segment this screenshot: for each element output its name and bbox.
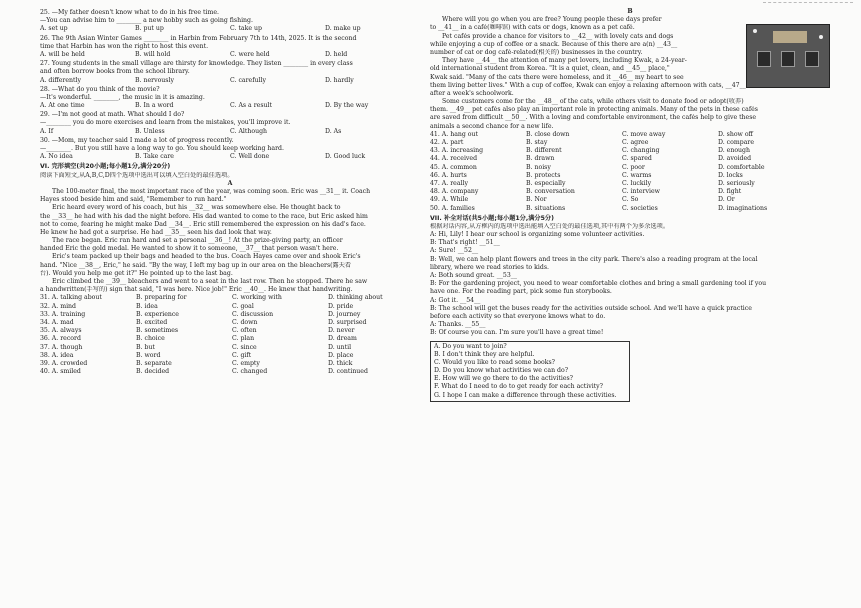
option-cell: B. close down: [526, 130, 570, 138]
option-cell: D. seriously: [718, 179, 755, 187]
choice-item: F. What do I need to do to get ready for each activity?: [434, 383, 603, 391]
option-cell: D. fight: [718, 188, 742, 196]
option-cell: C. often: [232, 327, 257, 335]
section-6-instruction: 阅读下面短文,从A,B,C,D四个选项中选出可以填入空白处的最佳选项。: [40, 171, 234, 179]
question-28: 28. —What do you think of the movie? —It's wonderful. ________, the music in it is amazing. A. At one time B. In a word C. As a result D. By the way: [40, 86, 420, 111]
option-cell: C. warms: [622, 171, 652, 179]
option-cell: 48. A. company: [430, 188, 479, 196]
option-cell: 33. A. training: [40, 310, 86, 318]
option-cell: C. changing: [622, 147, 660, 155]
dialog-line: A: Got it. __54__: [430, 296, 481, 304]
light-icon: [753, 29, 757, 33]
dialog-line: B: For the gardening project, you need to wear comfortable clothes and bring a small gardening tool if you: [430, 280, 767, 288]
option-cell: D. show off: [718, 130, 753, 138]
option-cell: C. luckily: [622, 179, 652, 187]
dialog-line: B: The school will get the buses ready for the activities outside school. And we'll have a quick practice: [430, 304, 752, 312]
option-cell: 49. A. While: [430, 196, 469, 204]
dialog-line: library, where we read stories to kids.: [430, 263, 549, 271]
option-cell: D. until: [328, 343, 352, 351]
left-column: [40, 8, 420, 376]
passage-a: The 100-meter final, the most important race of the year, was coming soon. Eric was __31__ it. Coach Hayes stood beside him and said, "Remember to run hard." Eric heard every word of his coach, but his __32__ was somewhere else. He thought back to the __33__ he had with his dad the night before. His dad wanted to come to the race, but Eric asked him not to come, fearing he might make Dad __34__. Eric still remembered the expression on his dad's face. He knew he had got a surprise. He had __35__ seen his dad look that way. The race began. Eric ran hard and set a personal __36__! At the prize-giving party, an officer handed Eric the gold medal. He wanted to show it to someone, __37__ that person wasn't here. Eric's team packed up their bags and headed to the bus. Coach Hayes came over and shook Eric's hand. "Nice __38__, Eric," he said. "By the way, I left my bag up in our area on the bleachers(露天看 台). Would you help me get it?" He pointed up to the last bag. Eric climbed the __39__ bleachers and went to a seat in the last row. Then he stopped. There he saw a handwritten(手写的) sign that said, "I was here. Nice job!" Eric __40__. He knew that handwriting.: [40, 187, 371, 294]
options-29: A. If B. Unless C. Although D. As: [40, 127, 342, 135]
option-cell: D. never: [328, 327, 355, 335]
section-7-heading: VII. 补全对话(共5小题;每小题1分,满分5分): [430, 214, 554, 222]
option-cell: C. poor: [622, 163, 645, 171]
option-cell: B. word: [136, 351, 161, 359]
dialog-line: A: Hi, Lily! I hear our school is organizing some volunteer activities.: [430, 231, 645, 239]
options-26: A. will be held B. will hold C. were held D. held: [40, 50, 348, 58]
choices-box: [430, 341, 630, 402]
question-26: 26. The 9th Asian Winter Games ________ in Harbin from February 7th to 14th, 2025. It is the second time that Harbin has won the right to host this event. A. will be held B. will hold C. were held D. held: [40, 35, 420, 60]
choice-item: E. How will we go there to do the activities?: [434, 375, 573, 383]
option-cell: 37. A. though: [40, 343, 83, 351]
option-cell: B. stay: [526, 139, 548, 146]
options-27: A. differently B. nervously C. carefully D. hardly: [40, 76, 354, 84]
options-41-50: [430, 131, 830, 213]
options-31-40: [40, 294, 420, 376]
question-29: 29. —I'm not good at math. What should I do? —________ you do more exercises and learn from the mistakes, you'll improve it. A. If B. Unless C. Although D. As: [40, 111, 420, 136]
pet-cafe-photo: [746, 24, 830, 88]
option-cell: D. avoided: [718, 155, 752, 163]
option-cell: D. continued: [328, 368, 368, 376]
option-cell: B. decided: [136, 368, 170, 376]
option-cell: B. protects: [526, 171, 561, 179]
option-cell: D. surprised: [328, 318, 367, 326]
option-cell: 50. A. families: [430, 204, 475, 212]
option-cell: B. sometimes: [136, 327, 179, 335]
top-divider: [763, 2, 853, 3]
cafe-sign-icon: [773, 31, 807, 43]
option-cell: B. conversation: [526, 188, 575, 196]
dialog-line: A: Thanks. __55__: [430, 321, 486, 329]
option-cell: B. separate: [136, 359, 172, 367]
section-7-instruction: 根据对话内容,从方框内的选项中选出能填入空白处的最佳选项,其中有两个为多余选项。: [430, 222, 670, 230]
option-cell: D. Or: [718, 196, 735, 204]
option-cell: C. down: [232, 318, 258, 326]
option-cell: 44. A. received: [430, 155, 478, 163]
choice-item: D. Do you know what activities we can do?: [434, 367, 569, 375]
option-cell: C. goal: [232, 302, 254, 310]
option-cell: C. interview: [622, 188, 660, 196]
option-cell: C. societies: [622, 204, 658, 212]
light-icon: [819, 35, 823, 39]
option-cell: 31. A. talking about: [40, 294, 102, 302]
dialog-line: B: That's right! __51__: [430, 239, 500, 247]
choice-item: C. Would you like to read some books?: [434, 358, 555, 366]
option-cell: C. working with: [232, 294, 282, 302]
window-icon: [781, 51, 795, 67]
option-cell: 32. A. mind: [40, 302, 77, 310]
option-cell: C. since: [232, 343, 257, 351]
option-cell: B. noisy: [526, 163, 551, 171]
option-cell: 46. A. hurts: [430, 171, 467, 179]
window-icon: [805, 51, 819, 67]
option-cell: C. empty: [232, 359, 260, 367]
option-cell: 38. A. idea: [40, 351, 74, 359]
option-cell: B. choice: [136, 335, 165, 343]
right-column: [430, 8, 830, 402]
option-cell: D. imaginations: [718, 204, 768, 212]
option-cell: D. dream: [328, 335, 357, 343]
passage-a-label: A: [227, 179, 233, 187]
section-6-heading: VI. 完形填空(共20小题;每小题1分,满分20分): [40, 163, 171, 171]
option-cell: B. Nor: [526, 196, 547, 204]
dialog: [430, 231, 830, 337]
option-cell: C. move away: [622, 130, 666, 138]
choice-item: A. Do you want to join?: [434, 342, 507, 350]
option-cell: 36. A. record: [40, 335, 81, 343]
option-cell: C. spared: [622, 155, 652, 163]
passage-b: Where will you go when you are free? Young people these days prefer to __41__ in a café(咖啡馆) with cats or dogs, known as a pet café. Pet cafés provide a chance for visitors to __42__ with lovely cats and dogs while enjoying a cup of coffee or a snack. Because of this there are a(n) __43__ number of cat or dog café-related(相关的) businesses in the country. They have __44__ the attention of many pet lovers, including Kwak, a 24-year- old international student from Korea. "It is a quiet, clean, and __45__ place," Kwak said. "Many of the cats there were homeless, and it __46__ my heart to see: [430, 16, 687, 81]
dialog-line: A: Both sound great. __53__: [430, 272, 517, 279]
dialog-line: B: Of course you can. I'm sure you'll have a great time!: [430, 329, 604, 337]
option-cell: B. idea: [136, 302, 158, 310]
option-cell: 42. A. part: [430, 139, 464, 146]
option-cell: D. thick: [328, 359, 353, 367]
option-cell: 43. A. increasing: [430, 147, 484, 155]
question-25: 25. —My father doesn't know what to do in his free time. —You can advise him to ________ a new hobby such as going fishing. A. set up B. put up C. take up D. make up: [40, 9, 420, 34]
passage-b-label: B: [627, 8, 633, 15]
option-cell: D. place: [328, 351, 354, 359]
option-cell: C. discussion: [232, 310, 274, 318]
options-25: A. set up B. put up C. take up D. make up: [40, 25, 361, 33]
option-cell: 34. A. mad: [40, 318, 74, 326]
option-cell: 35. A. always: [40, 327, 82, 335]
option-cell: D. journey: [328, 310, 361, 318]
option-cell: D. compare: [718, 139, 755, 146]
option-cell: D. enough: [718, 147, 750, 155]
option-cell: 47. A. really: [430, 179, 468, 187]
option-cell: B. drawn: [526, 155, 555, 163]
dialog-line: A: Sure! __52__: [430, 247, 479, 255]
option-cell: D. thinking about: [328, 294, 383, 302]
option-cell: C. agree: [622, 139, 649, 146]
options-28: A. At one time B. In a word C. As a result D. By the way: [40, 102, 369, 110]
option-cell: D. locks: [718, 171, 743, 179]
option-cell: B. experience: [136, 310, 179, 318]
window-icon: [757, 51, 771, 67]
option-cell: C. plan: [232, 335, 255, 343]
option-cell: C. changed: [232, 368, 268, 376]
dialog-line: have one. For the reading part, pick some fun storybooks.: [430, 288, 612, 296]
option-cell: C. gift: [232, 351, 252, 359]
options-30: A. No idea B. Take care C. Well done D. Good luck: [40, 153, 366, 161]
option-cell: 39. A. crowded: [40, 359, 88, 367]
option-cell: B. excited: [136, 318, 168, 326]
dialog-line: before each activity so that everyone knows what to do.: [430, 312, 606, 320]
option-cell: B. preparing for: [136, 294, 187, 302]
option-cell: C. So: [622, 196, 639, 204]
option-cell: B. different: [526, 147, 562, 155]
question-30: 30. —Mom, my teacher said I made a lot of progress recently. —________. But you still have a long way to go. You should keep working hard. A. No idea B. Take care C. Well done D. Good luck: [40, 137, 420, 162]
option-cell: B. especially: [526, 179, 566, 187]
question-27: 27. Young students in the small village are thirsty for knowledge. They listen ________ in every class and often borrow books from the school library. A. differently B. nervously C. carefully D. hardly: [40, 60, 420, 85]
passage-b-cont: them living better lives." With a cup of coffee, Kwak can enjoy a relaxing afternoon with cats, __47__ after a week's schoolwork. Some customers come for the __48__ of the cats, while others visit to donate food or adopt(收养) them. __49__ pet cafés also play an important role in protecting animals. Many of the pets in these cafés are saved from difficult __50__. With a loving and comfortable environment, the cafés help to give these animals a second chance for a new life.: [430, 81, 758, 130]
option-cell: 45. A. common: [430, 163, 477, 171]
choice-item: B. I don't think they are helpful.: [434, 350, 535, 358]
option-cell: D. comfortable: [718, 163, 765, 171]
choice-item: G. I hope I can make a difference through these activities.: [434, 391, 617, 399]
dialog-line: B: Well, we can help plant flowers and trees in the city park. There's also a reading program at the local: [430, 255, 758, 263]
option-cell: 40. A. smiled: [40, 368, 81, 376]
option-cell: 41. A. hang out: [430, 130, 478, 138]
option-cell: D. pride: [328, 302, 354, 310]
option-cell: B. but: [136, 343, 155, 351]
option-cell: B. situations: [526, 204, 566, 212]
